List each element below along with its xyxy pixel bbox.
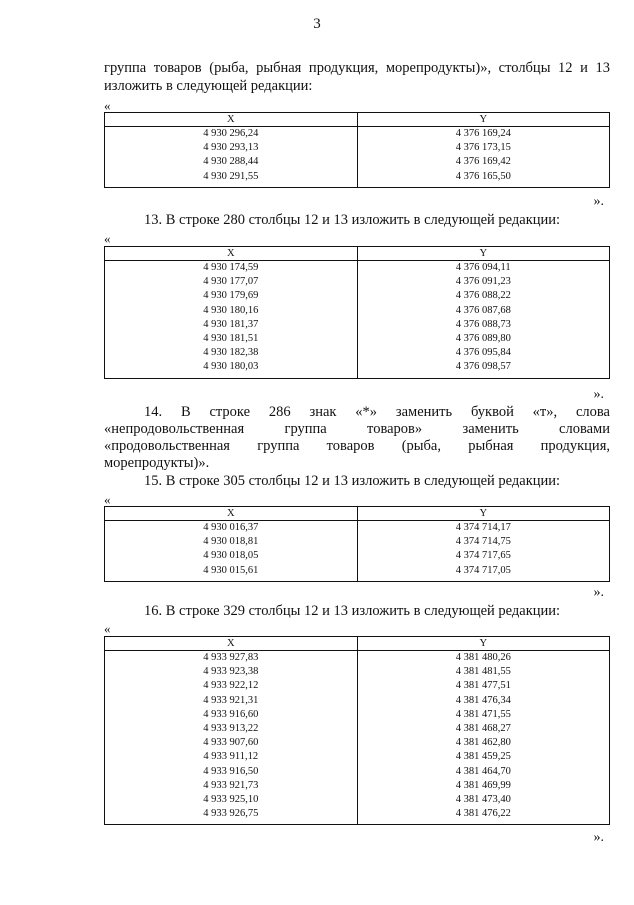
coordinate-x-cell: 4 933 922,12 (105, 679, 358, 693)
coordinate-x-cell: 4 930 177,07 (105, 275, 358, 289)
close-quote: ». (593, 194, 604, 209)
table-row (105, 793, 610, 807)
coords-table-4 (104, 636, 610, 825)
column-header-y: Y (357, 247, 610, 261)
coordinate-x-cell: 4 933 913,22 (105, 722, 358, 736)
coordinate-y-cell: 4 376 088,73 (357, 318, 610, 332)
table-row (105, 535, 610, 549)
coordinate-x-cell: 4 930 180,16 (105, 304, 358, 318)
close-quote: ». (593, 830, 604, 845)
table-row (105, 694, 610, 708)
coordinate-y-cell: 4 381 471,55 (357, 708, 610, 722)
table-row (105, 665, 610, 679)
column-header-x: X (105, 113, 358, 127)
coordinate-x-cell: 4 930 174,59 (105, 261, 358, 276)
item-13-text: 13. В строке 280 столбцы 12 и 13 изложить в следующей редакции: (144, 212, 561, 228)
coordinate-y-cell: 4 381 473,40 (357, 793, 610, 807)
coordinate-x-cell: 4 933 916,50 (105, 765, 358, 779)
open-quote: « (104, 621, 111, 636)
open-quote: « (104, 98, 111, 113)
close-quote: ». (593, 387, 604, 402)
coordinate-y-cell: 4 376 169,24 (357, 127, 610, 142)
coordinate-y-cell: 4 381 476,34 (357, 694, 610, 708)
coordinate-x-cell: 4 933 916,60 (105, 708, 358, 722)
coords-table-2 (104, 246, 610, 379)
coordinate-y-cell: 4 376 088,22 (357, 289, 610, 303)
coordinate-y-cell: 4 381 469,99 (357, 779, 610, 793)
coordinate-x-cell: 4 930 181,37 (105, 318, 358, 332)
column-header-x: X (105, 507, 358, 521)
table-row (105, 141, 610, 155)
table-row (105, 521, 610, 536)
page-number: 3 (313, 16, 321, 32)
coordinate-x-cell: 4 930 018,05 (105, 549, 358, 563)
coordinate-y-cell: 4 381 462,80 (357, 736, 610, 750)
column-header-y: Y (357, 637, 610, 651)
coordinate-y-cell: 4 381 481,55 (357, 665, 610, 679)
coordinate-x-cell: 4 933 923,38 (105, 665, 358, 679)
coordinate-y-cell: 4 376 091,23 (357, 275, 610, 289)
table-row (105, 170, 610, 188)
table-row (105, 346, 610, 360)
column-header-x: X (105, 247, 358, 261)
item-14-line-1: 14. В строке 286 знак «*» заменить буквой «т», слова (144, 404, 610, 420)
item-16-text: 16. В строке 329 столбцы 12 и 13 изложить в следующей редакции: (144, 603, 561, 619)
coordinate-y-cell: 4 376 089,80 (357, 332, 610, 346)
table-row (105, 679, 610, 693)
coordinate-x-cell: 4 933 911,12 (105, 750, 358, 764)
coordinate-y-cell: 4 381 468,27 (357, 722, 610, 736)
table-row (105, 318, 610, 332)
item-14-line-4: морепродукты)». (104, 455, 210, 471)
close-quote: ». (593, 585, 604, 600)
table-row (105, 261, 610, 276)
coordinate-y-cell: 4 374 717,65 (357, 549, 610, 563)
coordinate-x-cell: 4 930 293,13 (105, 141, 358, 155)
table-row (105, 127, 610, 142)
coordinate-y-cell: 4 376 098,57 (357, 360, 610, 378)
table-row (105, 765, 610, 779)
coordinate-x-cell: 4 933 921,31 (105, 694, 358, 708)
intro-line-2: изложить в следующей редакции: (104, 78, 313, 94)
coordinate-x-cell: 4 930 181,51 (105, 332, 358, 346)
table-row (105, 549, 610, 563)
item-14-line-2: «непродовольственная группа товаров» заменить словами (104, 421, 610, 437)
table-row (105, 304, 610, 318)
coordinate-x-cell: 4 930 179,69 (105, 289, 358, 303)
open-quote: « (104, 231, 111, 246)
coordinate-y-cell: 4 376 087,68 (357, 304, 610, 318)
coordinate-y-cell: 4 376 173,15 (357, 141, 610, 155)
coordinate-y-cell: 4 381 459,25 (357, 750, 610, 764)
coordinate-x-cell: 4 933 907,60 (105, 736, 358, 750)
table-row (105, 807, 610, 825)
table-row (105, 779, 610, 793)
coordinate-y-cell: 4 381 476,22 (357, 807, 610, 825)
column-header-y: Y (357, 113, 610, 127)
item-14-line-3: «продовольственная группа товаров (рыба, рыбная продукция, (104, 438, 610, 454)
coordinate-y-cell: 4 381 464,70 (357, 765, 610, 779)
table-row (105, 722, 610, 736)
table-row (105, 564, 610, 582)
table-row (105, 360, 610, 378)
coordinate-y-cell: 4 381 477,51 (357, 679, 610, 693)
coordinate-x-cell: 4 930 182,38 (105, 346, 358, 360)
coords-table-1 (104, 112, 610, 188)
table-row (105, 651, 610, 666)
table-row (105, 155, 610, 169)
coordinate-y-cell: 4 374 717,05 (357, 564, 610, 582)
coordinate-y-cell: 4 376 169,42 (357, 155, 610, 169)
table-row (105, 332, 610, 346)
coordinate-y-cell: 4 381 480,26 (357, 651, 610, 666)
coordinate-x-cell: 4 933 925,10 (105, 793, 358, 807)
coordinate-x-cell: 4 933 921,73 (105, 779, 358, 793)
coordinate-x-cell: 4 930 288,44 (105, 155, 358, 169)
coordinate-x-cell: 4 930 015,61 (105, 564, 358, 582)
coordinate-y-cell: 4 376 095,84 (357, 346, 610, 360)
coordinate-y-cell: 4 374 714,17 (357, 521, 610, 536)
coordinate-y-cell: 4 376 094,11 (357, 261, 610, 276)
intro-line-1: группа товаров (рыба, рыбная продукция, морепродукты)», столбцы 12 и 13 (104, 60, 610, 76)
column-header-y: Y (357, 507, 610, 521)
coordinate-x-cell: 4 933 926,75 (105, 807, 358, 825)
coordinate-y-cell: 4 374 714,75 (357, 535, 610, 549)
coords-table-3 (104, 506, 610, 582)
table-row (105, 708, 610, 722)
coordinate-x-cell: 4 930 018,81 (105, 535, 358, 549)
table-row (105, 275, 610, 289)
open-quote: « (104, 492, 111, 507)
column-header-x: X (105, 637, 358, 651)
table-row (105, 736, 610, 750)
coordinate-x-cell: 4 930 296,24 (105, 127, 358, 142)
item-15-text: 15. В строке 305 столбцы 12 и 13 изложить в следующей редакции: (144, 473, 561, 489)
coordinate-y-cell: 4 376 165,50 (357, 170, 610, 188)
coordinate-x-cell: 4 933 927,83 (105, 651, 358, 666)
coordinate-x-cell: 4 930 291,55 (105, 170, 358, 188)
coordinate-x-cell: 4 930 180,03 (105, 360, 358, 378)
table-row (105, 289, 610, 303)
coordinate-x-cell: 4 930 016,37 (105, 521, 358, 536)
table-row (105, 750, 610, 764)
